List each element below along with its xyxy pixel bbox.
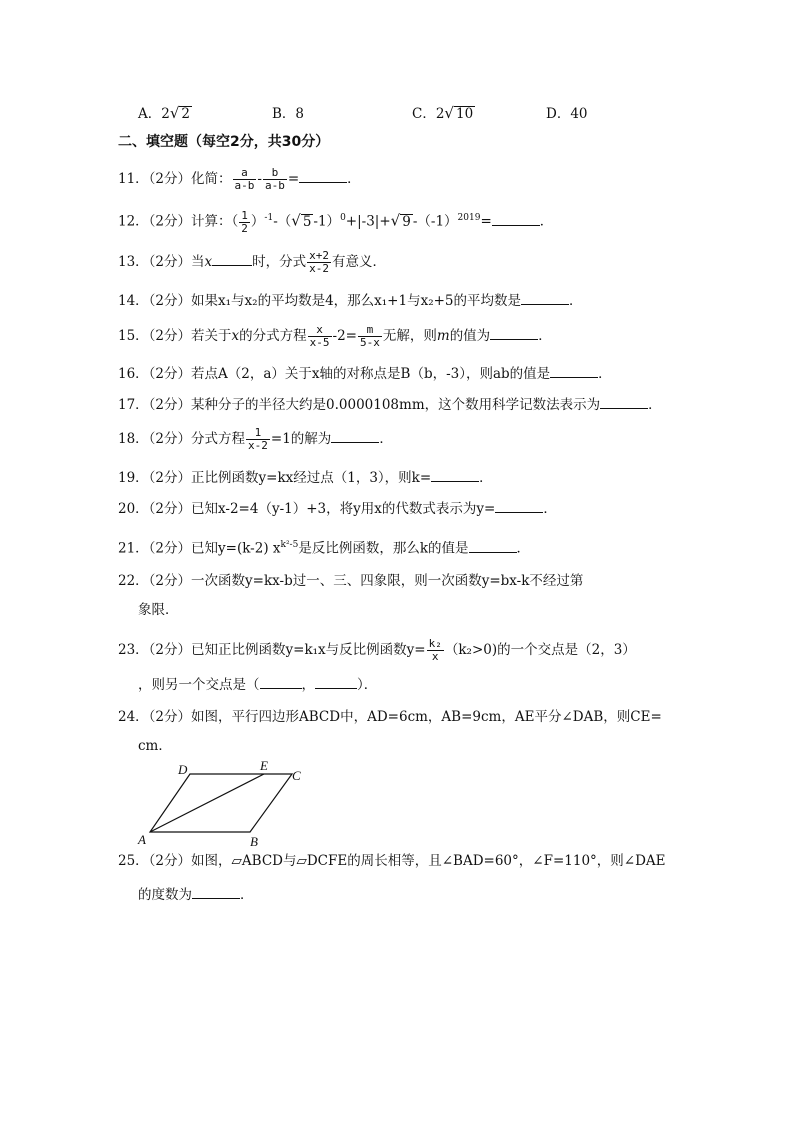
label-b: B bbox=[250, 834, 258, 849]
parallelogram-abcd bbox=[150, 774, 292, 832]
option-d: D．40 bbox=[546, 106, 588, 122]
question-21: 21．（2分）已知y=(k-2) $x^{k^2-5}$是反比例函数，那么k的值是 ． bbox=[118, 535, 530, 559]
fraction: $\frac{m}{5-x}$ bbox=[360, 323, 380, 349]
fraction: $\frac{1}{2}$ bbox=[241, 208, 248, 235]
fraction: $\frac{\text{k₂}}{x}$ bbox=[428, 637, 442, 663]
answer-blank[interactable] bbox=[260, 674, 302, 689]
question-23-cont: ，则另一个交点是（ ， ）． bbox=[138, 674, 377, 695]
option-b: B．8 bbox=[272, 106, 305, 122]
answer-blank[interactable] bbox=[550, 363, 598, 378]
fraction: $\frac{a}{a-b}$ bbox=[234, 166, 255, 192]
label-d: D bbox=[178, 762, 188, 777]
question-23: 23．（2分）已知正比例函数y=k₁x与反比例函数y= $\frac{\text{k₂}}{x}$ （k₂>0)的一个交点是（2，3） bbox=[118, 637, 636, 663]
question-20: 20．（2分）已知x-2=4（y-1）+3，将y用x的代数式表示为y= ． bbox=[118, 498, 557, 519]
question-11: 11．（2分）化简： $\frac{a}{a-b}$ - $\frac{b}{a-b}$ = ． bbox=[118, 166, 361, 192]
question-25-cont: 的度数为 ． bbox=[138, 884, 254, 905]
fraction: $\frac{x}{x-5}$ bbox=[309, 323, 330, 349]
option-a: A．2√ 2 bbox=[138, 104, 190, 122]
question-19: 19．（2分）正比例函数y=kx经过点（1，3），则k= ． bbox=[118, 467, 493, 488]
answer-blank[interactable] bbox=[212, 251, 252, 266]
fraction: $\frac{1}{x-2}$ bbox=[248, 426, 268, 452]
answer-blank[interactable] bbox=[299, 168, 347, 183]
answer-blank[interactable] bbox=[315, 674, 357, 689]
section-title: 二、填空题（每空2分，共30分） bbox=[118, 134, 330, 150]
label-c: C bbox=[292, 768, 301, 783]
answer-blank[interactable] bbox=[600, 394, 648, 409]
question-14: 14．（2分）如果x₁与x₂的平均数是4，那么x₁+1与x₂+5的平均数是 ． bbox=[118, 290, 583, 311]
answer-blank[interactable] bbox=[492, 211, 540, 226]
answer-blank[interactable] bbox=[521, 290, 569, 305]
question-18: 18．（2分）分式方程 $\frac{1}{x-2}$ =1的解为 ． bbox=[118, 426, 393, 452]
segment-ae bbox=[150, 774, 264, 832]
question-12: 12．（2分）计算：（ $\frac{1}{2}$ ）$^{-1}$-（√ 5 -1）$^0$+|-3|+√ 9 $-(-1)^{2019}=$ ． bbox=[118, 208, 554, 235]
question-22: 22．（2分）一次函数y=kx-b过一、三、四象限，则一次函数y=bx-k不经过第 bbox=[118, 573, 584, 589]
answer-blank[interactable] bbox=[490, 325, 538, 340]
answer-blank[interactable] bbox=[331, 428, 379, 443]
answer-blank[interactable] bbox=[469, 538, 517, 553]
label-a: A bbox=[138, 832, 146, 847]
option-c: C．2√ 10 bbox=[412, 104, 474, 122]
question-24-cont: cm． bbox=[138, 738, 172, 754]
question-25: 25．（2分）如图，▱ABCD与▱DCFE的周长相等，且∠BAD=60°，∠F=110°，则∠DAE bbox=[118, 853, 666, 869]
fraction: $\frac{x+2}{x-2}$ bbox=[309, 249, 330, 275]
answer-blank[interactable] bbox=[192, 884, 240, 899]
question-22-cont: 象限． bbox=[138, 602, 179, 618]
question-13: 13．（2分）当x 时，分式 $\frac{x+2}{x-2}$ 有意义． bbox=[118, 249, 387, 275]
choice-options bbox=[138, 102, 658, 124]
answer-blank[interactable] bbox=[495, 498, 543, 513]
answer-blank[interactable] bbox=[431, 467, 479, 482]
parallelogram-figure bbox=[132, 760, 312, 852]
fraction: $\frac{b}{a-b}$ bbox=[264, 166, 285, 192]
question-15: 15．（2分）若关于x的分式方程 $\frac{x}{x-5}$ -2= $\frac{m}{5-x}$ 无解，则m的值为 ． bbox=[118, 323, 552, 349]
label-e: E bbox=[260, 760, 268, 773]
question-17: 17．（2分）某种分子的半径大约是0.0000108mm，这个数用科学记数法表示为 ． bbox=[118, 394, 662, 415]
question-24: 24．（2分）如图，平行四边形ABCD中，AD=6cm，AB=9cm，AE平分∠DAB，则CE= bbox=[118, 709, 662, 725]
question-16: 16．（2分）若点A（2，a）关于x轴的对称点是B（b，-3），则ab的值是 ． bbox=[118, 363, 612, 384]
